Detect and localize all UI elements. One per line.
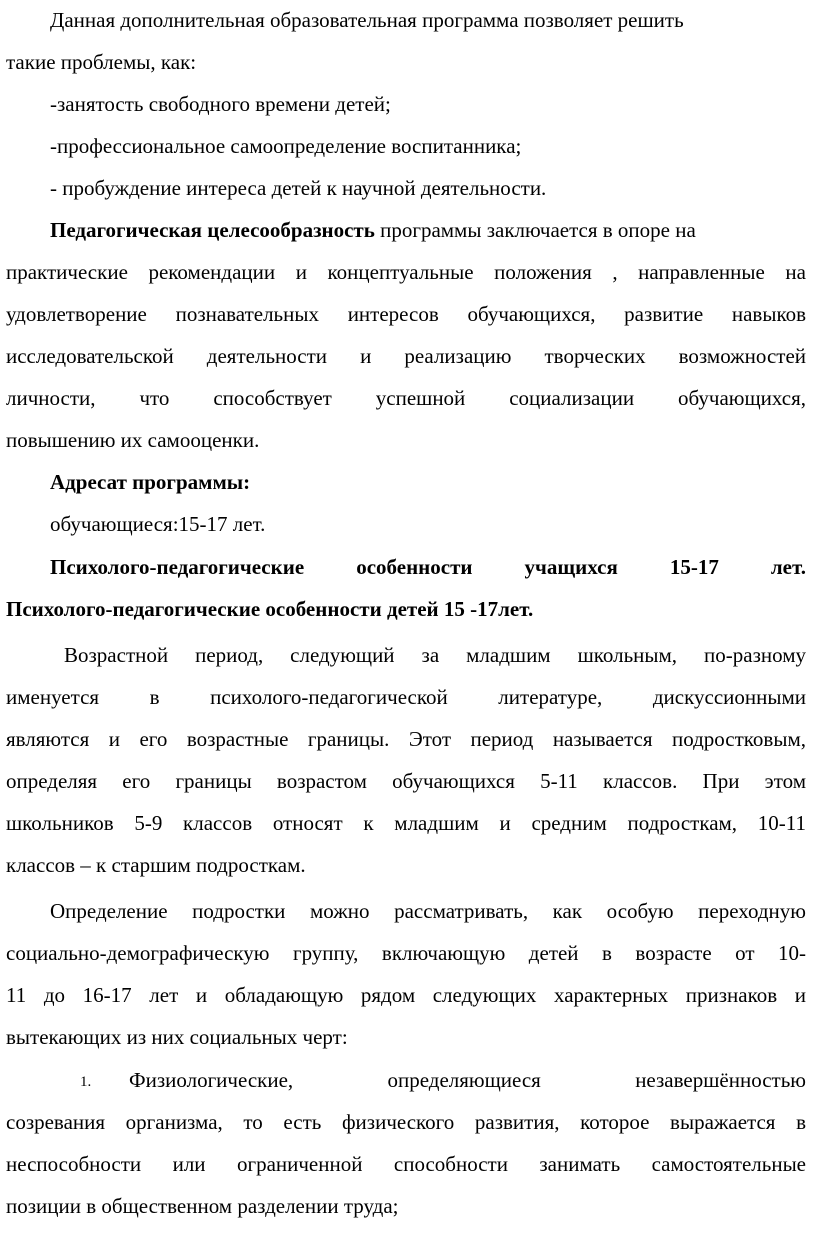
list-item-line-3: неспособности или ограниченной способности занимать самостоятельные (6, 1152, 806, 1176)
age-period-line-2: именуется в психолого-педагогической литературе, дискуссионными (6, 685, 806, 709)
list-item-line-1: Физиологические, определяющиеся незавершённостью (129, 1068, 806, 1092)
purpose-line-2: практические рекомендации и концептуальные положения , направленные на (6, 260, 806, 284)
addressee-value: обучающиеся:15-17 лет. (50, 512, 266, 536)
age-period-line-6: классов – к старшим подросткам. (6, 853, 306, 877)
intro-line-2: такие проблемы, как: (6, 50, 197, 74)
problem-item-3: - пробуждение интереса детей к научной деятельности. (50, 176, 547, 200)
list-item-number: 1. (80, 1074, 92, 1090)
purpose-line-5: личности, что способствует успешной социализации обучающихся, (6, 386, 806, 410)
purpose-line-1 (50, 216, 806, 244)
purpose-line-4: исследовательской деятельности и реализацию творческих возможностей (6, 344, 806, 368)
age-period-line-3: являются и его возрастные границы. Этот период называется подростковым, (6, 727, 806, 751)
age-period-line-5: школьников 5-9 классов относят к младшим и средним подросткам, 10-11 (6, 811, 806, 835)
definition-line-2: социально-демографическую группу, включающую детей в возрасте от 10- (6, 941, 806, 965)
intro-line-1: Данная дополнительная образовательная программа позволяет решить (50, 8, 684, 32)
problem-item-2: -профессиональное самоопределение воспитанника; (50, 134, 522, 158)
features-heading-2: Психолого-педагогические особенности детей 15 -17лет. (6, 597, 534, 621)
purpose-line-3: удовлетворение познавательных интересов обучающихся, развитие навыков (6, 302, 806, 326)
problem-item-1: -занятость свободного времени детей; (50, 92, 391, 116)
addressee-heading: Адресат программы: (50, 470, 251, 494)
age-period-line-1: Возрастной период, следующий за младшим школьным, по-разному (64, 643, 806, 667)
list-item-line-4: позиции в общественном разделении труда; (6, 1194, 399, 1218)
age-period-line-4: определяя его границы возрастом обучающихся 5-11 классов. При этом (6, 769, 806, 793)
list-item-line-2: созревания организма, то есть физического развития, которое выражается в (6, 1110, 806, 1134)
purpose-line-6: повышению их самооценки. (6, 428, 260, 452)
purpose-line-1-rest: программы заключается в опоре на (374, 218, 696, 242)
purpose-heading: Педагогическая целесообразность (50, 218, 375, 242)
definition-line-1: Определение подростки можно рассматривать, как особую переходную (50, 899, 806, 923)
definition-line-3: 11 до 16-17 лет и обладающую рядом следующих характерных признаков и (6, 983, 806, 1007)
definition-line-4: вытекающих из них социальных черт: (6, 1025, 348, 1049)
features-heading-1: Психолого-педагогические особенности учащихся 15-17 лет. (50, 555, 806, 579)
